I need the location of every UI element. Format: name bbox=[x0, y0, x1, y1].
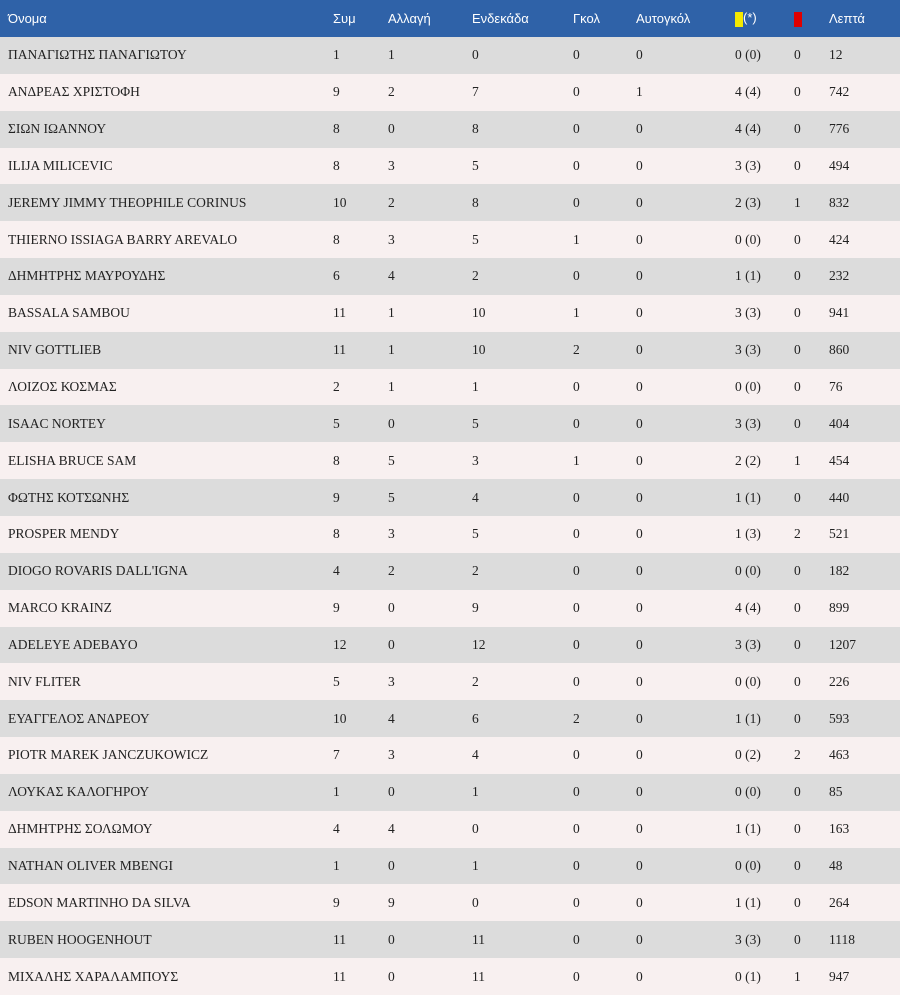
cell-apps: 9 bbox=[333, 894, 340, 910]
cell-red-cards: 0 bbox=[794, 157, 801, 173]
cell-minutes: 947 bbox=[829, 968, 850, 984]
cell-subs: 5 bbox=[388, 489, 395, 505]
cell-name: NIV GOTTLIEB bbox=[8, 342, 102, 358]
cell-goals: 2 bbox=[573, 342, 580, 358]
cell-own-goals: 0 bbox=[636, 268, 643, 284]
col-header-yellow-cards[interactable] bbox=[735, 0, 794, 37]
cell-name: RUBEN HOOGENHOUT bbox=[8, 931, 152, 947]
cell-goals: 0 bbox=[573, 194, 580, 210]
cell-yellow-cards: 0 (2) bbox=[735, 747, 761, 763]
cell-subs: 0 bbox=[388, 636, 395, 652]
cell-red-cards: 0 bbox=[794, 489, 801, 505]
cell-own-goals: 0 bbox=[636, 489, 643, 505]
cell-minutes: 264 bbox=[829, 894, 850, 910]
cell-goals: 0 bbox=[573, 121, 580, 137]
cell-apps: 8 bbox=[333, 452, 340, 468]
cell-apps: 8 bbox=[333, 157, 340, 173]
cell-goals: 0 bbox=[573, 84, 580, 100]
cell-subs: 0 bbox=[388, 600, 395, 616]
cell-minutes: 454 bbox=[829, 452, 850, 468]
cell-yellow-cards: 4 (4) bbox=[735, 600, 761, 616]
cell-apps: 9 bbox=[333, 600, 340, 616]
cell-name: MARCO KRAINZ bbox=[8, 600, 112, 616]
cell-goals: 0 bbox=[573, 379, 580, 395]
cell-subs: 3 bbox=[388, 673, 395, 689]
cell-goals: 0 bbox=[573, 563, 580, 579]
cell-yellow-cards: 0 (1) bbox=[735, 968, 761, 984]
cell-apps: 10 bbox=[333, 194, 347, 210]
cell-yellow-cards: 3 (3) bbox=[735, 636, 761, 652]
cell-minutes: 1118 bbox=[829, 931, 855, 947]
cell-own-goals: 0 bbox=[636, 710, 643, 726]
cell-name: ADELEYE ADEBAYO bbox=[8, 636, 138, 652]
cell-goals: 0 bbox=[573, 489, 580, 505]
cell-apps: 4 bbox=[333, 563, 340, 579]
cell-minutes: 163 bbox=[829, 821, 850, 837]
table-row bbox=[0, 627, 900, 664]
table-row bbox=[0, 405, 900, 442]
cell-name: ΔΗΜΗΤΡΗΣ ΣΟΛΩΜΟΥ bbox=[8, 821, 153, 837]
cell-starts: 1 bbox=[472, 379, 479, 395]
cell-starts: 5 bbox=[472, 415, 479, 431]
cell-subs: 4 bbox=[388, 710, 395, 726]
cell-minutes: 593 bbox=[829, 710, 850, 726]
table-row bbox=[0, 958, 900, 995]
cell-minutes: 776 bbox=[829, 121, 850, 137]
cell-minutes: 742 bbox=[829, 84, 850, 100]
cell-apps: 1 bbox=[333, 47, 340, 63]
cell-own-goals: 0 bbox=[636, 857, 643, 873]
cell-starts: 8 bbox=[472, 121, 479, 137]
cell-goals: 0 bbox=[573, 157, 580, 173]
cell-yellow-cards: 3 (3) bbox=[735, 305, 761, 321]
cell-minutes: 226 bbox=[829, 673, 850, 689]
table-row bbox=[0, 516, 900, 553]
cell-starts: 4 bbox=[472, 489, 479, 505]
cell-red-cards: 0 bbox=[794, 305, 801, 321]
cell-subs: 2 bbox=[388, 563, 395, 579]
yellow-header-suffix: (*) bbox=[743, 10, 757, 26]
cell-apps: 10 bbox=[333, 710, 347, 726]
cell-subs: 0 bbox=[388, 121, 395, 137]
cell-name: DIOGO ROVARIS DALL'IGNA bbox=[8, 563, 188, 579]
cell-name: ΕΥΑΓΓΕΛΟΣ ΑΝΔΡΕΟΥ bbox=[8, 710, 150, 726]
cell-red-cards: 0 bbox=[794, 821, 801, 837]
cell-yellow-cards: 0 (0) bbox=[735, 47, 761, 63]
cell-minutes: 899 bbox=[829, 600, 850, 616]
cell-name: ΜΙΧΑΛΗΣ ΧΑΡΑΛΑΜΠΟΥΣ bbox=[8, 968, 179, 984]
cell-apps: 12 bbox=[333, 636, 347, 652]
col-header-apps[interactable]: Συμ bbox=[333, 11, 356, 26]
table-row bbox=[0, 442, 900, 479]
cell-red-cards: 0 bbox=[794, 231, 801, 247]
cell-starts: 9 bbox=[472, 600, 479, 616]
cell-goals: 0 bbox=[573, 784, 580, 800]
cell-subs: 3 bbox=[388, 747, 395, 763]
cell-name: EDSON MARTINHO DA SILVA bbox=[8, 894, 191, 910]
cell-yellow-cards: 3 (3) bbox=[735, 415, 761, 431]
cell-starts: 1 bbox=[472, 857, 479, 873]
cell-starts: 2 bbox=[472, 563, 479, 579]
cell-yellow-cards: 3 (3) bbox=[735, 931, 761, 947]
table-row bbox=[0, 332, 900, 369]
cell-own-goals: 0 bbox=[636, 747, 643, 763]
cell-goals: 0 bbox=[573, 747, 580, 763]
cell-own-goals: 0 bbox=[636, 305, 643, 321]
table-row bbox=[0, 811, 900, 848]
red-card-icon bbox=[794, 12, 802, 27]
cell-own-goals: 0 bbox=[636, 194, 643, 210]
cell-red-cards: 0 bbox=[794, 84, 801, 100]
cell-name: ΦΩΤΗΣ ΚΟΤΣΩΝΗΣ bbox=[8, 489, 130, 505]
cell-yellow-cards: 3 (3) bbox=[735, 157, 761, 173]
cell-goals: 0 bbox=[573, 415, 580, 431]
cell-own-goals: 0 bbox=[636, 157, 643, 173]
cell-minutes: 832 bbox=[829, 194, 850, 210]
cell-yellow-cards: 0 (0) bbox=[735, 563, 761, 579]
cell-starts: 2 bbox=[472, 268, 479, 284]
cell-subs: 0 bbox=[388, 931, 395, 947]
cell-goals: 0 bbox=[573, 526, 580, 542]
cell-goals: 2 bbox=[573, 710, 580, 726]
table-row bbox=[0, 37, 900, 74]
table-row bbox=[0, 663, 900, 700]
cell-subs: 1 bbox=[388, 342, 395, 358]
cell-own-goals: 0 bbox=[636, 47, 643, 63]
cell-minutes: 404 bbox=[829, 415, 850, 431]
cell-minutes: 941 bbox=[829, 305, 850, 321]
table-row bbox=[0, 590, 900, 627]
cell-apps: 7 bbox=[333, 747, 340, 763]
cell-starts: 5 bbox=[472, 231, 479, 247]
cell-name: ILIJA MILICEVIC bbox=[8, 157, 113, 173]
cell-minutes: 521 bbox=[829, 526, 850, 542]
cell-red-cards: 0 bbox=[794, 600, 801, 616]
cell-apps: 8 bbox=[333, 231, 340, 247]
cell-red-cards: 0 bbox=[794, 710, 801, 726]
cell-own-goals: 0 bbox=[636, 342, 643, 358]
table-row bbox=[0, 74, 900, 111]
cell-starts: 1 bbox=[472, 784, 479, 800]
cell-name: JEREMY JIMMY THEOPHILE CORINUS bbox=[8, 194, 247, 210]
table-row bbox=[0, 553, 900, 590]
cell-subs: 4 bbox=[388, 268, 395, 284]
cell-minutes: 860 bbox=[829, 342, 850, 358]
cell-apps: 11 bbox=[333, 931, 346, 947]
cell-yellow-cards: 0 (0) bbox=[735, 379, 761, 395]
cell-red-cards: 1 bbox=[794, 194, 801, 210]
cell-yellow-cards: 2 (2) bbox=[735, 452, 761, 468]
cell-subs: 2 bbox=[388, 84, 395, 100]
cell-name: NIV FLITER bbox=[8, 673, 81, 689]
cell-subs: 1 bbox=[388, 305, 395, 321]
cell-red-cards: 0 bbox=[794, 894, 801, 910]
table-row bbox=[0, 184, 900, 221]
cell-yellow-cards: 1 (1) bbox=[735, 894, 761, 910]
cell-starts: 6 bbox=[472, 710, 479, 726]
table-row bbox=[0, 369, 900, 406]
cell-starts: 3 bbox=[472, 452, 479, 468]
cell-subs: 0 bbox=[388, 415, 395, 431]
table-row bbox=[0, 848, 900, 885]
cell-own-goals: 0 bbox=[636, 415, 643, 431]
cell-goals: 1 bbox=[573, 305, 580, 321]
cell-goals: 0 bbox=[573, 47, 580, 63]
cell-own-goals: 0 bbox=[636, 968, 643, 984]
cell-red-cards: 2 bbox=[794, 526, 801, 542]
cell-red-cards: 0 bbox=[794, 342, 801, 358]
cell-yellow-cards: 0 (0) bbox=[735, 857, 761, 873]
cell-minutes: 1207 bbox=[829, 636, 856, 652]
cell-own-goals: 0 bbox=[636, 821, 643, 837]
cell-red-cards: 0 bbox=[794, 563, 801, 579]
cell-minutes: 12 bbox=[829, 47, 843, 63]
col-header-own-goals[interactable]: Αυτογκόλ bbox=[636, 11, 691, 26]
cell-name: ΔΗΜΗΤΡΗΣ ΜΑΥΡΟΥΔΗΣ bbox=[8, 268, 166, 284]
cell-name: ΛΟΙΖΟΣ ΚΟΣΜΑΣ bbox=[8, 379, 117, 395]
col-header-starts[interactable]: Ενδεκάδα bbox=[472, 11, 529, 26]
cell-red-cards: 2 bbox=[794, 747, 801, 763]
col-header-red-cards[interactable] bbox=[794, 0, 829, 37]
cell-minutes: 440 bbox=[829, 489, 850, 505]
cell-yellow-cards: 1 (1) bbox=[735, 268, 761, 284]
cell-own-goals: 0 bbox=[636, 636, 643, 652]
cell-goals: 0 bbox=[573, 857, 580, 873]
cell-red-cards: 0 bbox=[794, 268, 801, 284]
cell-subs: 0 bbox=[388, 784, 395, 800]
cell-red-cards: 1 bbox=[794, 452, 801, 468]
cell-apps: 11 bbox=[333, 968, 346, 984]
cell-goals: 0 bbox=[573, 931, 580, 947]
cell-goals: 1 bbox=[573, 231, 580, 247]
table-row bbox=[0, 258, 900, 295]
cell-red-cards: 0 bbox=[794, 857, 801, 873]
cell-own-goals: 0 bbox=[636, 121, 643, 137]
cell-yellow-cards: 0 (0) bbox=[735, 673, 761, 689]
table-row bbox=[0, 700, 900, 737]
cell-apps: 6 bbox=[333, 268, 340, 284]
cell-name: ΣΙΩΝ ΙΩΑΝΝΟΥ bbox=[8, 121, 107, 137]
cell-name: PIOTR MAREK JANCZUKOWICZ bbox=[8, 747, 209, 763]
cell-apps: 9 bbox=[333, 489, 340, 505]
cell-starts: 2 bbox=[472, 673, 479, 689]
cell-apps: 5 bbox=[333, 415, 340, 431]
table-row bbox=[0, 884, 900, 921]
cell-own-goals: 0 bbox=[636, 231, 643, 247]
cell-subs: 2 bbox=[388, 194, 395, 210]
cell-yellow-cards: 4 (4) bbox=[735, 121, 761, 137]
cell-subs: 1 bbox=[388, 47, 395, 63]
table-body bbox=[0, 37, 900, 995]
cell-name: ΛΟΥΚΑΣ ΚΑΛΟΓΗΡΟΥ bbox=[8, 784, 150, 800]
col-header-minutes[interactable]: Λεπτά bbox=[829, 11, 865, 26]
cell-name: BASSALA SAMBOU bbox=[8, 305, 130, 321]
cell-own-goals: 0 bbox=[636, 894, 643, 910]
cell-goals: 0 bbox=[573, 600, 580, 616]
cell-starts: 11 bbox=[472, 931, 485, 947]
cell-yellow-cards: 2 (3) bbox=[735, 194, 761, 210]
cell-own-goals: 0 bbox=[636, 526, 643, 542]
cell-starts: 10 bbox=[472, 342, 486, 358]
cell-name: ELISHA BRUCE SAM bbox=[8, 452, 137, 468]
cell-minutes: 232 bbox=[829, 268, 850, 284]
cell-apps: 8 bbox=[333, 526, 340, 542]
cell-red-cards: 0 bbox=[794, 673, 801, 689]
cell-minutes: 463 bbox=[829, 747, 850, 763]
cell-yellow-cards: 3 (3) bbox=[735, 342, 761, 358]
cell-starts: 0 bbox=[472, 894, 479, 910]
cell-yellow-cards: 0 (0) bbox=[735, 231, 761, 247]
cell-apps: 11 bbox=[333, 342, 346, 358]
cell-minutes: 182 bbox=[829, 563, 850, 579]
cell-red-cards: 0 bbox=[794, 784, 801, 800]
cell-starts: 10 bbox=[472, 305, 486, 321]
cell-own-goals: 0 bbox=[636, 600, 643, 616]
cell-apps: 8 bbox=[333, 121, 340, 137]
cell-name: ΠΑΝΑΓΙΩΤΗΣ ΠΑΝΑΓΙΩΤΟΥ bbox=[8, 47, 187, 63]
cell-minutes: 85 bbox=[829, 784, 843, 800]
table-row bbox=[0, 148, 900, 185]
cell-apps: 2 bbox=[333, 379, 340, 395]
table-row bbox=[0, 111, 900, 148]
table-row bbox=[0, 774, 900, 811]
cell-apps: 4 bbox=[333, 821, 340, 837]
table-row bbox=[0, 221, 900, 258]
cell-goals: 0 bbox=[573, 636, 580, 652]
cell-starts: 5 bbox=[472, 157, 479, 173]
cell-apps: 5 bbox=[333, 673, 340, 689]
cell-starts: 12 bbox=[472, 636, 486, 652]
cell-subs: 3 bbox=[388, 157, 395, 173]
cell-own-goals: 0 bbox=[636, 563, 643, 579]
cell-own-goals: 1 bbox=[636, 84, 643, 100]
table-row bbox=[0, 737, 900, 774]
cell-subs: 0 bbox=[388, 857, 395, 873]
yellow-card-icon bbox=[735, 12, 743, 27]
cell-apps: 9 bbox=[333, 84, 340, 100]
table-row bbox=[0, 479, 900, 516]
cell-minutes: 76 bbox=[829, 379, 843, 395]
cell-subs: 3 bbox=[388, 231, 395, 247]
cell-own-goals: 0 bbox=[636, 784, 643, 800]
cell-own-goals: 0 bbox=[636, 673, 643, 689]
cell-name: NATHAN OLIVER MBENGI bbox=[8, 857, 173, 873]
cell-starts: 11 bbox=[472, 968, 485, 984]
cell-starts: 0 bbox=[472, 821, 479, 837]
cell-subs: 9 bbox=[388, 894, 395, 910]
cell-starts: 5 bbox=[472, 526, 479, 542]
cell-yellow-cards: 1 (1) bbox=[735, 710, 761, 726]
cell-subs: 0 bbox=[388, 968, 395, 984]
table-row bbox=[0, 295, 900, 332]
cell-own-goals: 0 bbox=[636, 452, 643, 468]
cell-own-goals: 0 bbox=[636, 931, 643, 947]
col-header-goals[interactable]: Γκολ bbox=[573, 11, 600, 26]
cell-red-cards: 0 bbox=[794, 636, 801, 652]
cell-goals: 0 bbox=[573, 673, 580, 689]
cell-own-goals: 0 bbox=[636, 379, 643, 395]
cell-yellow-cards: 1 (1) bbox=[735, 821, 761, 837]
table-header-row bbox=[0, 0, 900, 37]
cell-minutes: 424 bbox=[829, 231, 850, 247]
cell-name: PROSPER MENDY bbox=[8, 526, 120, 542]
cell-red-cards: 0 bbox=[794, 931, 801, 947]
cell-starts: 4 bbox=[472, 747, 479, 763]
cell-red-cards: 0 bbox=[794, 415, 801, 431]
cell-starts: 8 bbox=[472, 194, 479, 210]
cell-red-cards: 0 bbox=[794, 121, 801, 137]
cell-subs: 5 bbox=[388, 452, 395, 468]
cell-minutes: 494 bbox=[829, 157, 850, 173]
cell-goals: 0 bbox=[573, 894, 580, 910]
cell-minutes: 48 bbox=[829, 857, 843, 873]
cell-yellow-cards: 0 (0) bbox=[735, 784, 761, 800]
cell-red-cards: 1 bbox=[794, 968, 801, 984]
cell-subs: 4 bbox=[388, 821, 395, 837]
cell-goals: 1 bbox=[573, 452, 580, 468]
col-header-subs[interactable]: Αλλαγή bbox=[388, 11, 431, 26]
cell-goals: 0 bbox=[573, 821, 580, 837]
cell-red-cards: 0 bbox=[794, 379, 801, 395]
cell-yellow-cards: 4 (4) bbox=[735, 84, 761, 100]
cell-yellow-cards: 1 (1) bbox=[735, 489, 761, 505]
cell-apps: 1 bbox=[333, 784, 340, 800]
cell-starts: 0 bbox=[472, 47, 479, 63]
cell-subs: 3 bbox=[388, 526, 395, 542]
cell-name: ISAAC NORTEY bbox=[8, 415, 106, 431]
cell-apps: 11 bbox=[333, 305, 346, 321]
cell-starts: 7 bbox=[472, 84, 479, 100]
cell-name: THIERNO ISSIAGA BARRY AREVALO bbox=[8, 231, 238, 247]
cell-subs: 1 bbox=[388, 379, 395, 395]
cell-name: ΑΝΔΡΕΑΣ ΧΡΙΣΤΟΦΗ bbox=[8, 84, 140, 100]
cell-red-cards: 0 bbox=[794, 47, 801, 63]
col-header-name[interactable]: Όνομα bbox=[8, 11, 47, 26]
cell-goals: 0 bbox=[573, 968, 580, 984]
cell-apps: 1 bbox=[333, 857, 340, 873]
table-row bbox=[0, 921, 900, 958]
cell-yellow-cards: 1 (3) bbox=[735, 526, 761, 542]
cell-goals: 0 bbox=[573, 268, 580, 284]
